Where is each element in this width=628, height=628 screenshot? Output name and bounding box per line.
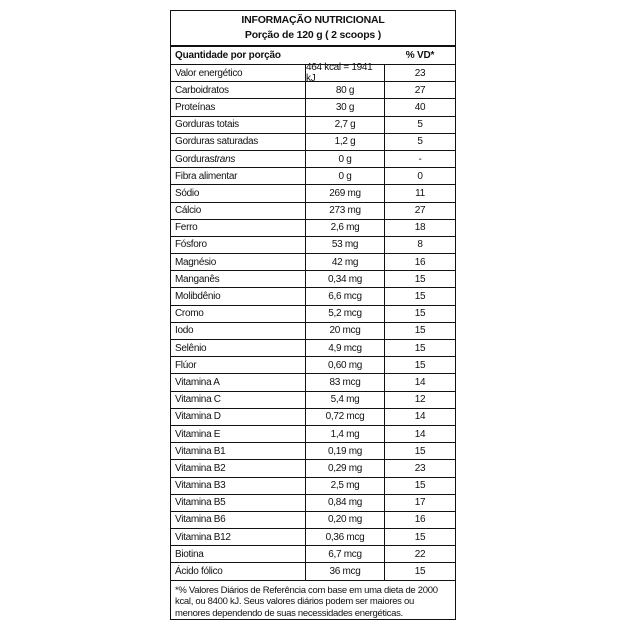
nutrient-amount: 464 kcal = 1941 kJ: [306, 65, 385, 81]
nutrient-amount: 42 mg: [306, 254, 385, 270]
nutrient-vd: 27: [414, 205, 426, 217]
table-row: [171, 529, 455, 546]
nutrient-amount: 5,2 mcg: [306, 306, 385, 322]
nutrition-facts-label: [170, 10, 456, 620]
nutrient-name: Molibdênio: [171, 288, 306, 304]
nutrient-vd: 23: [414, 67, 426, 79]
nutrient-amount: 269 mg: [306, 185, 385, 201]
nutrient-amount: 1,2 g: [306, 134, 385, 150]
table-row: [171, 443, 455, 460]
nutrient-amount: 0,72 mcg: [306, 409, 385, 425]
nutrient-vd: 15: [414, 566, 426, 578]
nutrient-name: Carboidratos: [171, 82, 306, 98]
nutrient-name: Gorduras saturadas: [171, 134, 306, 150]
nutrient-name: Vitamina B1: [171, 443, 306, 459]
nutrient-amount: 0 g: [306, 168, 385, 184]
nutrient-vd: 23: [414, 462, 426, 474]
table-row: [171, 357, 455, 374]
nutrient-vd: 27: [414, 84, 426, 96]
nutrient-vd: 15: [414, 291, 426, 303]
table-row: [171, 392, 455, 409]
nutrient-name: Gorduras trans: [171, 151, 306, 167]
nutrient-amount: 0,29 mg: [306, 460, 385, 476]
nutrient-amount: 2,5 mg: [306, 478, 385, 494]
nutrient-vd: 8: [417, 239, 423, 251]
nutrient-amount: 0,60 mg: [306, 357, 385, 373]
table-row: [171, 237, 455, 254]
table-row: [171, 117, 455, 134]
table-row: [171, 254, 455, 271]
nutrient-name: Flúor: [171, 357, 306, 373]
nutrient-name: Fósforo: [171, 237, 306, 253]
nutrient-amount: 0,84 mg: [306, 495, 385, 511]
table-row: [171, 168, 455, 185]
nutrient-name: Iodo: [171, 323, 306, 339]
nutrient-vd: 17: [414, 497, 426, 509]
nutrient-amount: 1,4 mg: [306, 426, 385, 442]
table-row: [171, 546, 455, 563]
nutrient-name: Vitamina B3: [171, 478, 306, 494]
nutrient-vd: 15: [414, 480, 426, 492]
nutrient-vd: 16: [414, 256, 426, 268]
table-row: [171, 62, 455, 85]
nutrient-table: [171, 62, 455, 581]
nutrient-amount: 36 mcg: [306, 563, 385, 579]
nutrient-name: Vitamina E: [171, 426, 306, 442]
table-row: [171, 185, 455, 202]
nutrient-amount: 20 mcg: [306, 323, 385, 339]
vd-column-header: % VD*: [405, 50, 435, 61]
table-row: [171, 271, 455, 288]
nutrient-name: Fibra alimentar: [171, 168, 306, 184]
nutrient-vd: 15: [414, 445, 426, 457]
table-row: [171, 340, 455, 357]
nutrient-name: Biotina: [171, 546, 306, 562]
nutrient-amount: 0,36 mcg: [306, 529, 385, 545]
table-row: [171, 306, 455, 323]
table-row: [171, 495, 455, 512]
serving-size: Porção de 120 g ( 2 scoops ): [244, 29, 382, 41]
nutrient-name: Cálcio: [171, 203, 306, 219]
nutrient-name: Vitamina D: [171, 409, 306, 425]
nutrient-vd: 22: [414, 548, 426, 560]
table-row: [171, 409, 455, 426]
nutrient-amount: 6,7 mcg: [306, 546, 385, 562]
nutrient-vd: 14: [414, 376, 426, 388]
nutrient-vd: 5: [417, 119, 423, 131]
nutrient-name: Sódio: [171, 185, 306, 201]
nutrient-name: Proteínas: [171, 99, 306, 115]
nutrient-amount: 80 g: [306, 82, 385, 98]
nutrient-name: Gorduras totais: [171, 117, 306, 133]
nutrient-vd: 15: [414, 308, 426, 320]
nutrient-name: Ácido fólico: [171, 563, 306, 579]
table-row: [171, 151, 455, 168]
table-row: [171, 478, 455, 495]
table-row: [171, 460, 455, 477]
nutrient-amount: 0,19 mg: [306, 443, 385, 459]
nutrient-vd: 15: [414, 273, 426, 285]
table-row: [171, 82, 455, 99]
nutrient-vd: 18: [414, 222, 426, 234]
nutrient-vd: 15: [414, 359, 426, 371]
nutrient-amount: 53 mg: [306, 237, 385, 253]
label-header: [171, 11, 455, 45]
label-title: INFORMAÇÃO NUTRICIONAL: [241, 14, 385, 26]
nutrient-amount: 30 g: [306, 99, 385, 115]
nutrient-amount: 0,20 mg: [306, 512, 385, 528]
nutrient-amount: 0,34 mg: [306, 271, 385, 287]
table-row: [171, 203, 455, 220]
table-row: [171, 563, 455, 580]
nutrient-vd: 15: [414, 342, 426, 354]
table-row: [171, 134, 455, 151]
table-row: [171, 426, 455, 443]
nutrient-name: Cromo: [171, 306, 306, 322]
nutrient-vd: 14: [414, 411, 426, 423]
nutrient-amount: 2,7 g: [306, 117, 385, 133]
nutrient-name: Vitamina C: [171, 392, 306, 408]
nutrient-amount: 5,4 mg: [306, 392, 385, 408]
nutrient-name: Magnésio: [171, 254, 306, 270]
nutrient-amount: 2,6 mg: [306, 220, 385, 236]
nutrient-amount: 0 g: [306, 151, 385, 167]
nutrient-name: Vitamina B6: [171, 512, 306, 528]
nutrient-amount: 83 mcg: [306, 374, 385, 390]
nutrient-vd: 15: [414, 531, 426, 543]
quantity-column-header: Quantidade por porção: [175, 50, 281, 61]
nutrient-vd: 12: [414, 394, 426, 406]
nutrient-name: Ferro: [171, 220, 306, 236]
nutrient-vd: 40: [414, 101, 426, 113]
nutrient-vd: -: [418, 153, 422, 165]
nutrient-name: Vitamina A: [171, 374, 306, 390]
nutrient-name: Vitamina B5: [171, 495, 306, 511]
nutrient-name: Vitamina B2: [171, 460, 306, 476]
nutrient-vd: 5: [417, 136, 423, 148]
table-row: [171, 374, 455, 391]
nutrient-name: Valor energético: [171, 65, 306, 81]
nutrient-vd: 15: [414, 325, 426, 337]
nutrient-amount: 4,9 mcg: [306, 340, 385, 356]
table-row: [171, 220, 455, 237]
nutrient-name: Manganês: [171, 271, 306, 287]
nutrient-name: Vitamina B12: [171, 529, 306, 545]
nutrient-vd: 14: [414, 428, 426, 440]
nutrient-amount: 273 mg: [306, 203, 385, 219]
nutrient-vd: 11: [415, 187, 425, 199]
nutrient-vd: 0: [417, 170, 423, 182]
table-row: [171, 512, 455, 529]
nutrient-amount: 6,6 mcg: [306, 288, 385, 304]
footnote: *% Valores Diários de Referência com base em uma dieta de 2000 kcal, ou 8400 kJ. Seus valores diários podem ser maiores ou menores dependendo de suas necessidades energéticas.: [175, 584, 438, 619]
table-row: [171, 99, 455, 116]
table-row: [171, 323, 455, 340]
table-row: [171, 288, 455, 305]
nutrient-name: Selênio: [171, 340, 306, 356]
nutrient-vd: 16: [414, 514, 426, 526]
